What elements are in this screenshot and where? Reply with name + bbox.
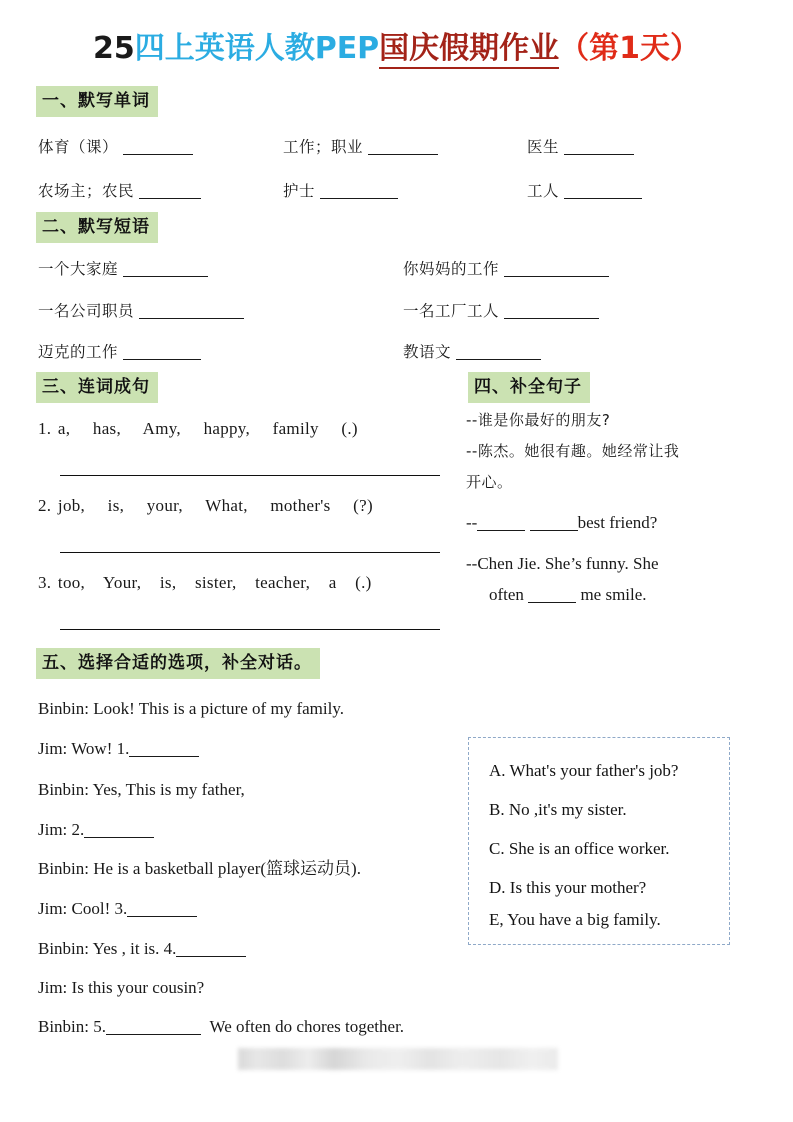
- vocab-prompt: 农场主；农民: [38, 182, 135, 200]
- sentence-tail: best friend?: [577, 513, 658, 532]
- dialogue-line-1: [38, 698, 344, 720]
- dialogue-line-6: [38, 898, 197, 920]
- dialogue-line-8: [38, 977, 204, 999]
- dialogue-text: Yes , it is. 4.: [92, 939, 177, 958]
- vocab-item-2: [283, 136, 438, 158]
- sentence-pre: often: [489, 585, 524, 604]
- vocab-item-6: [527, 180, 642, 202]
- word-order-answer-line-1[interactable]: [60, 475, 440, 476]
- dash-prefix: --: [466, 513, 478, 532]
- phrase-prompt: 一名工厂工人: [403, 302, 500, 320]
- dialogue-speaker: Jim:: [38, 899, 68, 918]
- sentence-blank[interactable]: [530, 515, 578, 531]
- word: What,: [205, 496, 248, 515]
- word-order-item-3: [38, 573, 386, 593]
- word: Amy,: [142, 419, 181, 438]
- complete-sentence-answer-2: --Chen Jie. She’s funny. She: [466, 554, 659, 573]
- complete-sentence-answer-3: [489, 584, 647, 606]
- word-order-answer-line-3[interactable]: [60, 629, 440, 630]
- phrase-item-4: [403, 300, 599, 322]
- vocab-blank[interactable]: [564, 139, 634, 155]
- sentence-post: me smile.: [580, 585, 647, 604]
- title-year: 25: [92, 31, 135, 66]
- word: has,: [92, 419, 122, 438]
- sentence-blank[interactable]: [528, 587, 576, 603]
- dialogue-speaker: Binbin:: [38, 699, 90, 718]
- title-subject: 四上英语人教PEP: [134, 31, 380, 66]
- phrase-item-5: [38, 341, 201, 363]
- phrase-blank[interactable]: [123, 261, 208, 277]
- phrase-blank[interactable]: [139, 303, 244, 319]
- option-d[interactable]: D. Is this your mother?: [489, 878, 647, 897]
- word: sister,: [194, 573, 237, 592]
- word: a,: [57, 419, 71, 438]
- dialogue-line-7: [38, 938, 246, 960]
- dialogue-blank[interactable]: [129, 741, 199, 757]
- complete-sentence-prompt-line-2: --陈杰。她很有趣。她经常让我: [466, 442, 680, 460]
- vocab-blank[interactable]: [368, 139, 438, 155]
- word: (.): [355, 573, 372, 592]
- word: your,: [146, 496, 183, 515]
- phrase-blank[interactable]: [504, 261, 609, 277]
- phrase-blank[interactable]: [123, 344, 201, 360]
- dialogue-blank[interactable]: [106, 1019, 201, 1035]
- vocab-item-4: [38, 180, 201, 202]
- item-number: 2.: [38, 496, 52, 515]
- dialogue-line-5: [38, 858, 361, 880]
- dialogue-line-9: [38, 1016, 404, 1038]
- item-number: 1.: [38, 419, 52, 438]
- dialogue-line-2: [38, 738, 199, 760]
- dialogue-speaker: Jim:: [38, 820, 68, 839]
- dialogue-text: Cool! 3.: [71, 899, 128, 918]
- vocab-blank[interactable]: [320, 183, 398, 199]
- dialogue-speaker: Jim:: [38, 739, 68, 758]
- option-a[interactable]: A. What's your father's job?: [489, 761, 679, 780]
- phrase-blank[interactable]: [456, 344, 541, 360]
- dialogue-text: Yes, This is my father,: [92, 780, 245, 799]
- word: mother's: [270, 496, 331, 515]
- section-5-heading: 五、选择合适的选项，补全对话。: [36, 648, 320, 679]
- word: Your,: [103, 573, 142, 592]
- redacted-watermark-bar: [238, 1048, 558, 1070]
- dialogue-speaker: Binbin:: [38, 939, 90, 958]
- page-title: [0, 28, 793, 70]
- dialogue-speaker: Binbin:: [38, 859, 90, 878]
- dialogue-text: 5.: [93, 1017, 107, 1036]
- dialogue-speaker: Binbin:: [38, 780, 90, 799]
- dialogue-text: Wow! 1.: [71, 739, 130, 758]
- phrase-blank[interactable]: [504, 303, 599, 319]
- word: too,: [57, 573, 86, 592]
- dialogue-blank[interactable]: [84, 822, 154, 838]
- word-order-item-2: [38, 496, 391, 516]
- vocab-prompt: 工人: [527, 182, 560, 200]
- vocab-item-5: [283, 180, 398, 202]
- word-order-answer-line-2[interactable]: [60, 552, 440, 553]
- vocab-blank[interactable]: [564, 183, 642, 199]
- dialogue-line-4: [38, 819, 154, 841]
- option-e[interactable]: E, You have a big family.: [489, 910, 661, 929]
- option-b[interactable]: B. No ,it's my sister.: [489, 800, 627, 819]
- section-2-heading: 二、默写短语: [36, 212, 158, 243]
- complete-sentence-prompt-line-3: 开心。: [466, 473, 513, 491]
- dialogue-text: 2.: [71, 820, 85, 839]
- vocab-prompt: 工作；职业: [283, 138, 364, 156]
- complete-sentence-prompt-line-1: --谁是你最好的朋友?: [466, 411, 611, 429]
- word: is,: [159, 573, 177, 592]
- section-4-heading: 四、补全句子: [468, 372, 590, 403]
- word: family: [272, 419, 319, 438]
- dialogue-speaker: Jim:: [38, 978, 68, 997]
- phrase-item-6: [403, 341, 541, 363]
- word: is,: [107, 496, 125, 515]
- vocab-blank[interactable]: [139, 183, 201, 199]
- phrase-item-1: [38, 258, 208, 280]
- phrase-prompt: 教语文: [403, 343, 452, 361]
- word: a: [328, 573, 337, 592]
- word: teacher,: [255, 573, 311, 592]
- word: (?): [353, 496, 373, 515]
- dialogue-blank[interactable]: [127, 901, 197, 917]
- word: happy,: [203, 419, 251, 438]
- option-c[interactable]: C. She is an office worker.: [489, 839, 670, 858]
- dialogue-blank[interactable]: [176, 941, 246, 957]
- section-3-heading: 三、连词成句: [36, 372, 158, 403]
- word: (.): [341, 419, 358, 438]
- title-main: 国庆假期作业: [379, 31, 559, 69]
- options-box: [468, 737, 730, 945]
- title-day: （第1天）: [559, 31, 701, 66]
- vocab-blank[interactable]: [123, 139, 193, 155]
- vocab-item-1: [38, 136, 193, 158]
- dialogue-text: Is this your cousin?: [71, 978, 205, 997]
- dialogue-line-3: [38, 779, 245, 801]
- phrase-prompt: 你妈妈的工作: [403, 260, 500, 278]
- word-order-item-1: [38, 419, 376, 439]
- vocab-prompt: 护士: [283, 182, 316, 200]
- phrase-item-2: [403, 258, 609, 280]
- dialogue-text: He is a basketball player(篮球运动员).: [93, 859, 361, 878]
- section-1-heading: 一、默写单词: [36, 86, 158, 117]
- word: job,: [57, 496, 86, 515]
- phrase-prompt: 迈克的工作: [38, 343, 119, 361]
- sentence-blank[interactable]: [477, 515, 525, 531]
- complete-sentence-answer-1: [466, 512, 657, 534]
- phrase-prompt: 一个大家庭: [38, 260, 119, 278]
- phrase-prompt: 一名公司职员: [38, 302, 135, 320]
- vocab-item-3: [527, 136, 634, 158]
- dialogue-speaker: Binbin:: [38, 1017, 90, 1036]
- dialogue-text: Look! This is a picture of my family.: [93, 699, 344, 718]
- vocab-prompt: 医生: [527, 138, 560, 156]
- phrase-item-3: [38, 300, 244, 322]
- dialogue-tail: We often do chores together.: [209, 1017, 405, 1036]
- vocab-prompt: 体育（课）: [38, 138, 119, 156]
- item-number: 3.: [38, 573, 52, 592]
